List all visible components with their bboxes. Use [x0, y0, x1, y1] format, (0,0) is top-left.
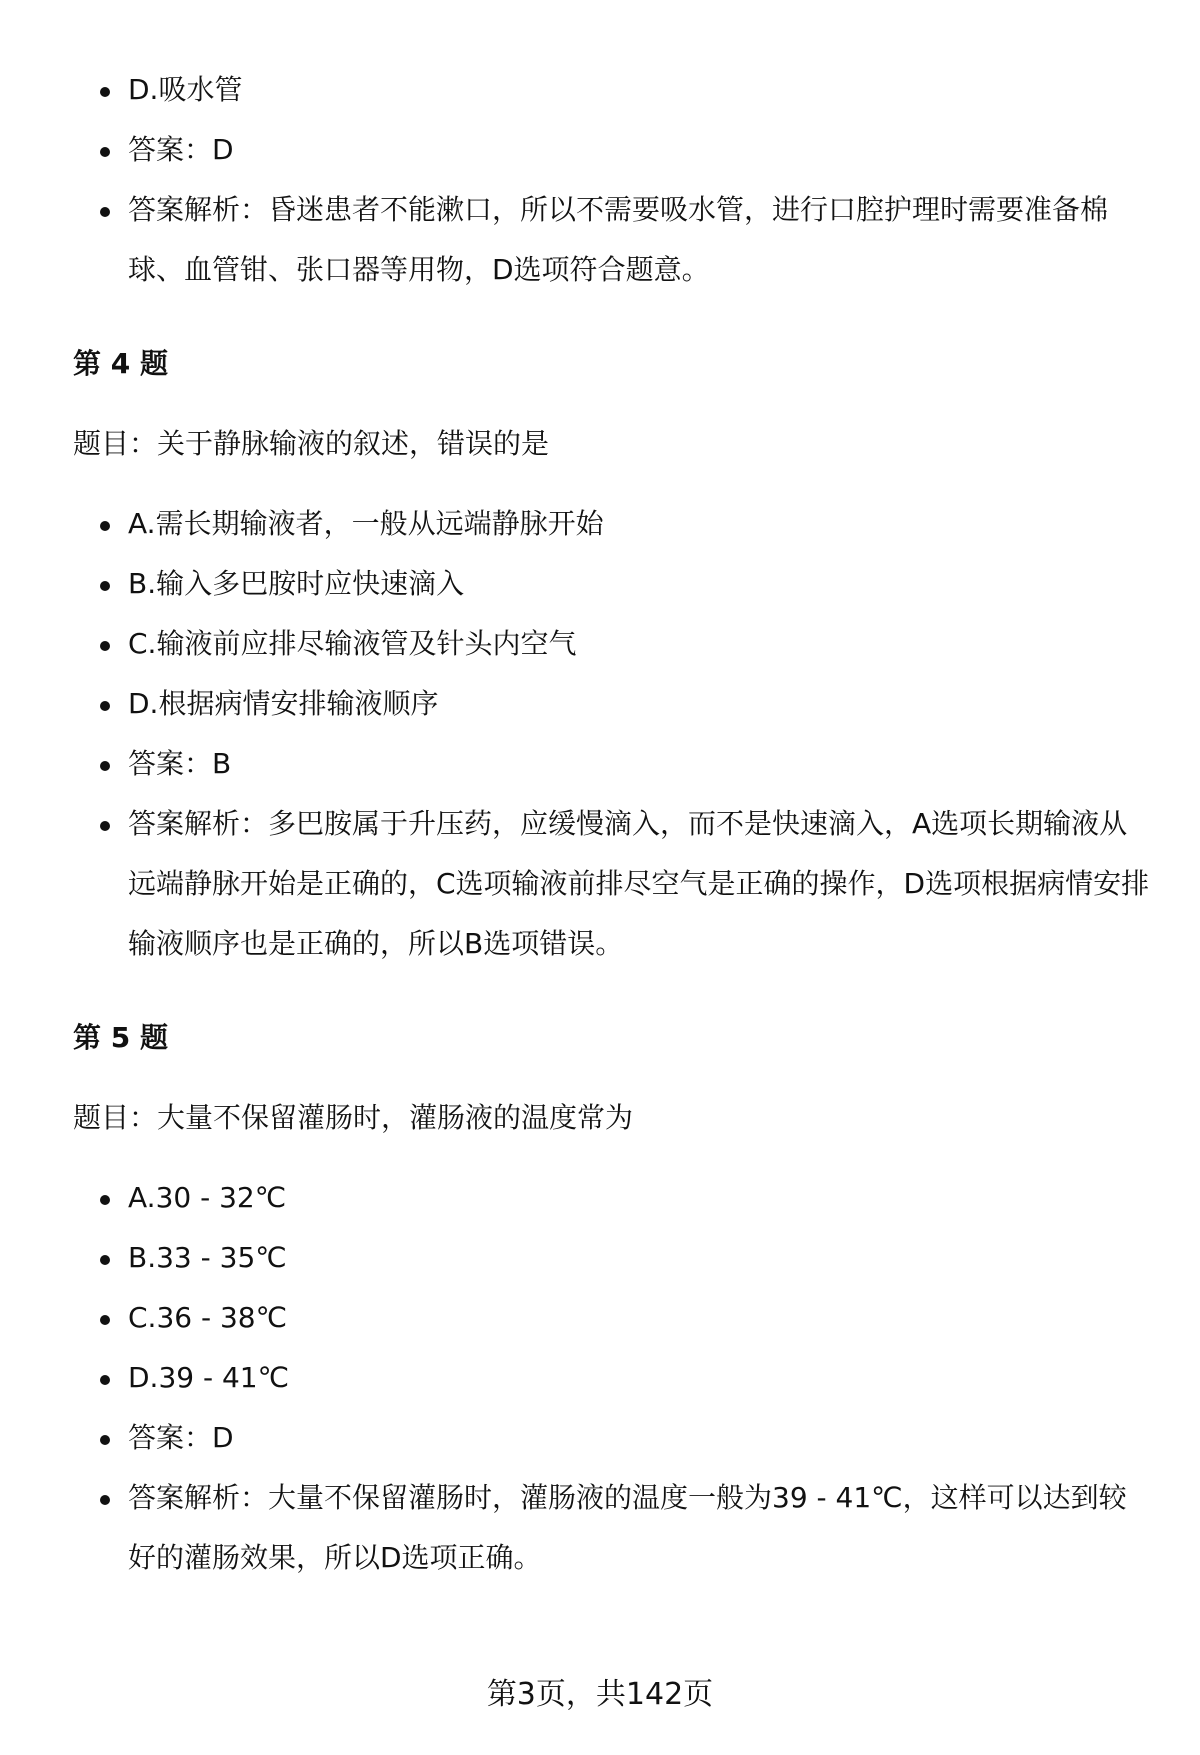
- q5-heading: 第 5 题: [73, 1021, 168, 1054]
- page-footer: 第3页，共142页: [486, 1677, 714, 1712]
- option-d: D.39 - 41℃: [73, 1348, 1153, 1408]
- answer-line: 答案：D: [73, 1408, 1153, 1468]
- answer-explanation: 答案解析：多巴胺属于升压药，应缓慢滴入，而不是快速滴入，A选项长期输液从远端静脉开始是正确的，C选项输液前排尽空气是正确的操作，D选项根据病情安排输液顺序也是正确的，所以B选项错误。: [73, 794, 1153, 974]
- q4-options-list: [73, 494, 1153, 974]
- q5-options-list: [73, 1168, 1153, 1588]
- answer-explanation: 答案解析：昏迷患者不能漱口，所以不需要吸水管，进行口腔护理时需要准备棉球、血管钳、张口器等用物，D选项符合题意。: [73, 180, 1153, 300]
- page-content: [73, 60, 1153, 1588]
- option-d: D.根据病情安排输液顺序: [73, 674, 1153, 734]
- option-a: A.30 - 32℃: [73, 1168, 1153, 1228]
- option-c: C.输液前应排尽输液管及针头内空气: [73, 614, 1153, 674]
- answer-line: 答案：B: [73, 734, 1153, 794]
- q5-stem: 题目：大量不保留灌肠时，灌肠液的温度常为: [73, 1101, 634, 1134]
- q4-stem: 题目：关于静脉输液的叙述，错误的是: [73, 427, 550, 460]
- option-d: D.吸水管: [73, 60, 1153, 120]
- answer-line: 答案：D: [73, 120, 1153, 180]
- option-b: B.33 - 35℃: [73, 1228, 1153, 1288]
- option-b: B.输入多巴胺时应快速滴入: [73, 554, 1153, 614]
- option-c: C.36 - 38℃: [73, 1288, 1153, 1348]
- option-a: A.需长期输液者，一般从远端静脉开始: [73, 494, 1153, 554]
- answer-explanation: 答案解析：大量不保留灌肠时，灌肠液的温度一般为39 - 41℃，这样可以达到较好的灌肠效果，所以D选项正确。: [73, 1468, 1153, 1588]
- q4-heading: 第 4 题: [73, 347, 168, 380]
- q3-continued-list: [73, 60, 1153, 300]
